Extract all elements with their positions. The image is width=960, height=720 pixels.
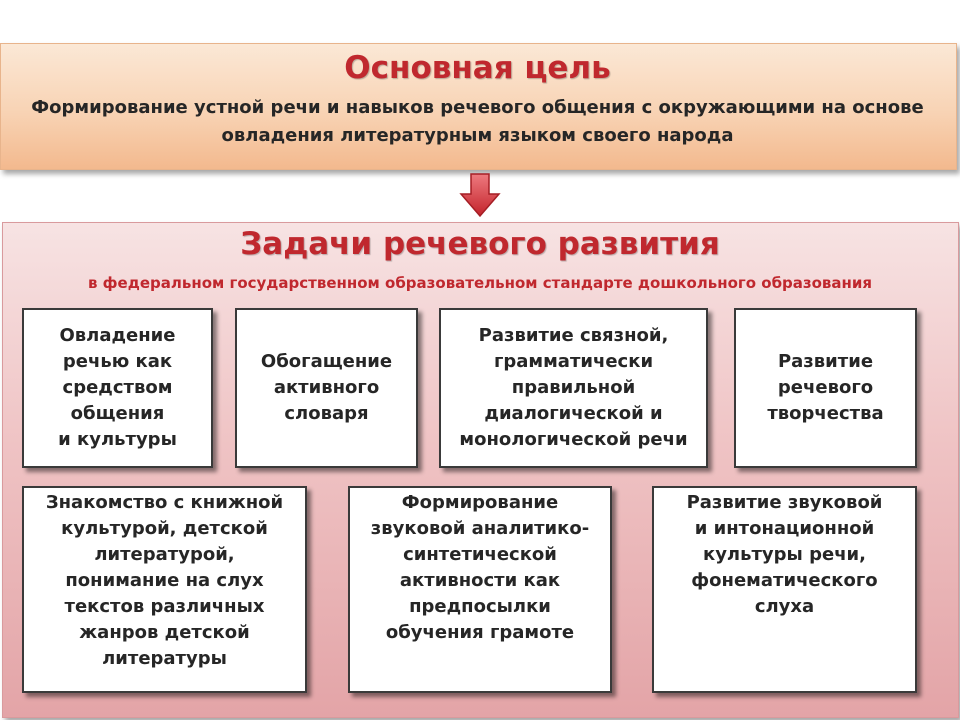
- task-text: Развитие звуковой и интонационной культуры речи, фонематического слуха: [686, 492, 883, 617]
- tasks-subtitle: в федеральном государственном образовательном стандарте дошкольного образования: [87, 274, 873, 292]
- goal-title: Основная цель: [344, 50, 611, 86]
- task-text: Знакомство с книжной культурой, детской литературой, понимание на слух текстов различных жанров детской литературы: [45, 492, 284, 669]
- task-text: Формирование звуковой аналитико- синтетической активности как предпосылки обучения грамоте: [370, 492, 590, 643]
- goal-text: Формирование устной речи и навыков речевого общения с окружающими на основе овладения литературным языком своего народа: [31, 97, 924, 146]
- task-box-coherent-speech: [439, 308, 708, 468]
- tasks-title: Задачи речевого развития: [240, 226, 720, 262]
- task-box-speech-creativity: [734, 308, 917, 468]
- task-text: Развитие речевого творчества: [767, 351, 884, 424]
- task-box-book-culture: [22, 486, 307, 693]
- down-arrow-icon: [459, 172, 501, 218]
- task-text: Обогащение активного словаря: [260, 351, 393, 424]
- task-box-vocabulary: [235, 308, 418, 468]
- task-text: Развитие связной, грамматически правильной диалогической и монологической речи: [459, 325, 688, 450]
- task-box-sound-analysis: [348, 486, 612, 693]
- task-text: Овладение речью как средством общения и культуры: [58, 325, 177, 450]
- task-box-speech-mastery: [22, 308, 213, 468]
- task-box-sound-culture: [652, 486, 917, 693]
